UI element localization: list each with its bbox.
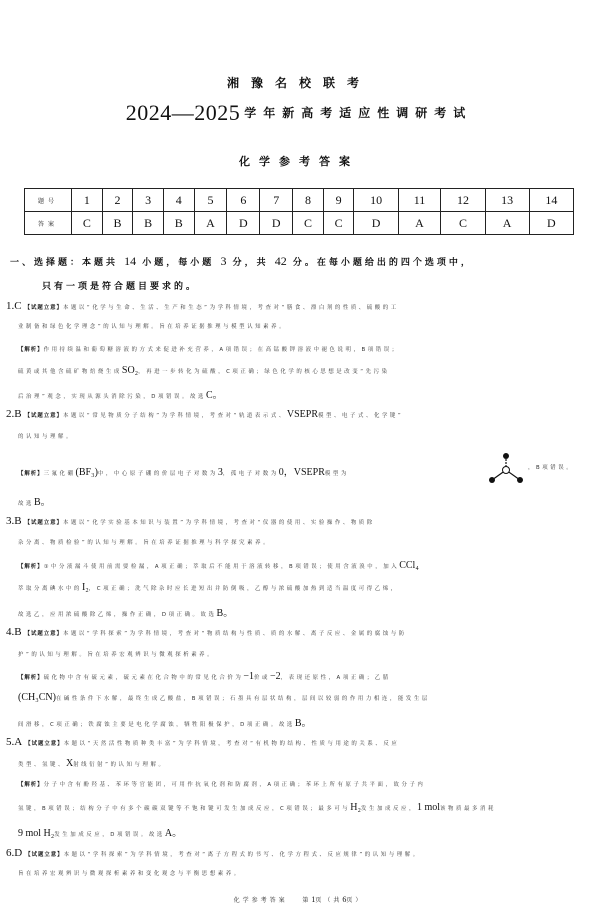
q4-text: ，表现还原性，A项正确；乙腈 — [280, 675, 391, 681]
q2-text: 中，中心原子硼的价层电子对数为 — [97, 471, 218, 477]
q3-text: 本题以“化学实验基本知识与装置”为学科情境，考查对“仪器的使用、实验操作、物质除 — [62, 520, 375, 526]
section-text: 分，共 — [232, 258, 269, 268]
answer-cell: A — [485, 212, 529, 235]
row-label-number: 题号 — [25, 189, 72, 212]
footer-page-text: 页） — [346, 897, 365, 904]
q2-conclusion — [18, 493, 578, 508]
section-text: 分。在每小题给出的四个选项中， — [292, 258, 473, 268]
q2-intent-2: 的认知与理解。 — [18, 434, 74, 440]
q1-intent — [6, 300, 566, 312]
question-number: 2 — [102, 189, 133, 212]
q5-text: 射线衍射”的认知与理解。 — [73, 762, 167, 768]
q6-tag: 【试题立意】 — [25, 852, 64, 858]
q5-analysis-tag: 【解析】 — [18, 782, 44, 788]
page-number: 1 — [311, 895, 316, 904]
footer-label: 化学参考答案 — [233, 897, 288, 904]
question-number: 4 — [163, 189, 194, 212]
q2-text: ，孤电子对数为 — [222, 471, 279, 477]
exam-title — [0, 100, 598, 126]
answer-cell: C — [293, 212, 324, 235]
q3-formula: CCl₄ — [399, 560, 419, 571]
q3-tag: 【试题立意】 — [24, 520, 63, 526]
q4-text: 在碱性条件下水解，最终生成乙酸盐，B项错误；石墨具有层状结构，层间以较弱的作用力相连，能发生层 — [55, 696, 430, 702]
question-number-row — [25, 189, 574, 212]
q1-text: 硫黄或其他含硫矿物焙烧生成 — [18, 369, 122, 375]
section-text: 一、选择题：本题共 — [10, 258, 119, 268]
q3-answer: B。 — [216, 608, 234, 619]
q5-answer: A。 — [164, 828, 183, 839]
q4-tag: 【试题立意】 — [24, 631, 63, 637]
q5-formula: H₂ — [350, 802, 362, 813]
question-number: 8 — [293, 189, 324, 212]
q2-analysis-tag: 【解析】 — [18, 471, 44, 477]
answer-cell: D — [227, 212, 260, 235]
exam-name: 学年新高考适应性调研考试 — [244, 106, 473, 120]
answer-cell: B — [163, 212, 194, 235]
q2-text: 模型为 — [324, 471, 349, 477]
q4-text: 间滑移，C项正确；铁腐蚀主要是电化学腐蚀，牺牲阳极保护，D项正确。故选 — [18, 722, 295, 728]
q4-analysis-tag: 【解析】 — [18, 675, 44, 681]
q1-analysis-tag: 【解析】 — [18, 347, 44, 353]
q3-intent — [6, 515, 566, 527]
q4-valence: −2 — [269, 671, 281, 682]
q2-number: 2.B — [6, 408, 22, 420]
answer-cell: C — [323, 212, 354, 235]
q4-analysis-3 — [18, 714, 578, 729]
page-total: 6 — [342, 895, 347, 904]
q3-intent-2: 杂分离、物质检验”的认知与理解。旨在培养证据推理与科学探究素养。 — [18, 540, 272, 546]
q5-amount: 1 mol — [416, 802, 441, 813]
question-count: 14 — [124, 254, 137, 268]
q4-analysis-2 — [18, 692, 578, 703]
question-number: 6 — [227, 189, 260, 212]
q3-text: 故选乙，应用浓硫酸除乙烯，操作正确，D项正确。故选 — [18, 612, 217, 618]
q5-x: X — [65, 758, 74, 769]
answer-cell: D — [354, 212, 398, 235]
q1-analysis-3 — [18, 386, 578, 401]
exam-year: 2024—2025 — [125, 100, 241, 125]
q3-text: ①中分液漏斗使用前需要检漏，A项正确；萃取后不能用于溶液转移，B项错误；使用含液溴中，加入 — [43, 564, 400, 570]
q4-answer: B。 — [294, 718, 312, 729]
question-number: 14 — [529, 189, 573, 212]
q5-amount: 9 mol H₂ — [18, 828, 55, 839]
q1-number: 1.C — [6, 300, 22, 312]
q2-text: 本题以“常见物质分子结构”为学科情境，考查对“轨道表示式、 — [62, 413, 287, 419]
question-number: 1 — [72, 189, 103, 212]
answer-table — [24, 188, 574, 235]
q3-analysis-3 — [18, 604, 578, 619]
q6-text: 本题以“学科探索”为学科情境，考查对“离子方程式的书写、化学方程式、反应规律”的认知与理解。 — [63, 852, 421, 858]
q3-analysis-tag: 【解析】 — [18, 564, 44, 570]
answer-cell: C — [72, 212, 103, 235]
q5-text: 发生加成反应，D项错误。故选 — [54, 832, 165, 838]
row-label-answer: 答案 — [25, 212, 72, 235]
q5-tag: 【试题立意】 — [25, 741, 64, 747]
question-number: 13 — [485, 189, 529, 212]
q3-formula: I₂ — [81, 582, 89, 593]
q5-number: 5.A — [6, 736, 23, 748]
footer-page-text: 页（共 — [315, 897, 343, 904]
q1-formula: SO₂ — [121, 365, 139, 376]
q3-text: ，C项正确；洗气除杂时应长进短出并防倒吸，乙醇与浓硫酸加热到适当温度可得乙烯， — [88, 586, 399, 592]
answer-cell: C — [441, 212, 485, 235]
points-each: 3 — [220, 254, 227, 268]
q1-tag: 【试题立意】 — [24, 305, 63, 311]
answer-row — [25, 212, 574, 235]
answer-subtitle: 化学参考答案 — [239, 155, 359, 168]
answer-cell: B — [102, 212, 133, 235]
q1-text: 作用持续温和葡萄糖溶液的方式来促进补充营养，A项错误；在高锰酸钾溶液中褪色说明，B项错误； — [43, 347, 400, 353]
q4-analysis — [18, 671, 578, 682]
q1-analysis-2 — [18, 365, 578, 376]
q2-text: 故选 — [18, 501, 34, 507]
q6-intent — [6, 847, 566, 859]
q5-text: 分子中含有酚羟基、苯环等官能团，可用作抗氧化剂和防腐剂，A项正确；苯环上所有原子共平面，故分子内 — [43, 782, 426, 788]
q1-text: 本题以“化学与生命、生活、生产和生态”为学科情境，考查对“膳食、漂白剂的性质、硫酸的工 — [62, 305, 399, 311]
q2-vsepr: VSEPR — [286, 409, 319, 420]
q1-text: ，再进一步转化为硫酸，C项正确；绿色化学的核心思想是改变“先污染 — [138, 369, 390, 375]
question-number: 11 — [398, 189, 441, 212]
q3-analysis — [18, 560, 578, 571]
q2-intent — [6, 408, 566, 420]
q4-text: 硫化物中含有硫元素，硫元素在化合物中的常见化合价为 — [43, 675, 244, 681]
question-number: 12 — [441, 189, 485, 212]
q2-tag: 【试题立意】 — [24, 413, 63, 419]
q2-text: 三氟化硼 — [43, 471, 76, 477]
q5-text: 该物质最多消耗 — [440, 806, 496, 812]
page-footer — [0, 895, 598, 904]
section-text: 小题，每小题 — [142, 258, 215, 268]
footer-page-text: 第 — [302, 897, 312, 904]
section-heading-line2: 只有一项是符合题目要求的。 — [42, 282, 199, 292]
answer-cell: D — [260, 212, 293, 235]
q2-number-value: 0 — [278, 467, 284, 478]
q2-answer: B。 — [33, 497, 51, 508]
q5-text: 发生加成反应， — [361, 806, 417, 812]
section-heading — [10, 254, 590, 269]
org-title: 湘豫名校联考 — [226, 76, 371, 90]
q4-intent-2: 护”的认知与理解。旨在培养宏观辨识与微观探析素养。 — [18, 652, 216, 658]
q5-text: 类型、氢键、 — [18, 762, 66, 768]
q5-intent-2 — [18, 758, 578, 769]
answer-cell: B — [133, 212, 164, 235]
q1-answer: C。 — [205, 390, 223, 401]
q3-text: 萃取分离碘水中的 — [18, 586, 82, 592]
q1-analysis — [18, 345, 578, 353]
q3-number: 3.B — [6, 515, 22, 527]
q4-number: 4.B — [6, 626, 22, 638]
q5-analysis — [18, 780, 578, 788]
q4-text: 本题以“学科探索”为学科情境，考查对“物质结构与性质、质的水解、离子反应、金属的腐蚀与防 — [62, 631, 407, 637]
answer-cell: A — [194, 212, 227, 235]
question-number: 10 — [354, 189, 398, 212]
q5-analysis-3 — [18, 824, 578, 839]
q2-formula: (BF₃) — [75, 467, 98, 478]
q2-text: 模型、电子式、化学键” — [318, 413, 404, 419]
q3-analysis-2 — [18, 582, 578, 593]
q6-number: 6.D — [6, 847, 23, 859]
answer-cell: D — [529, 212, 573, 235]
q2-number-value: 3 — [217, 467, 223, 478]
question-number: 3 — [133, 189, 164, 212]
answer-cell: A — [398, 212, 441, 235]
question-number: 9 — [323, 189, 354, 212]
q6-intent-2: 旨在培养宏观辨识与微观探析素养和变化观念与平衡思想素养。 — [18, 871, 242, 877]
q5-intent — [6, 736, 566, 748]
q5-text: 本题以“天然活性物质种类丰富”为学科情境，考查对“有机物的结构、性质与用途的关系、反应 — [63, 741, 400, 747]
q5-text: 氢键，B项错误；结构分子中有多个碳碳双键等不饱和键可发生加成反应，C项错误；最多可与 — [18, 806, 351, 812]
q4-valence: −1 — [243, 671, 254, 682]
q4-formula: (CH₃CN) — [18, 692, 56, 703]
points-total: 42 — [274, 254, 287, 268]
q4-intent — [6, 626, 566, 638]
q4-text: 价或 — [254, 675, 270, 681]
q1-intent-2: 业制备和绿色化学理念”的认知与理解。旨在培养证据推理与模型认知素养。 — [18, 324, 288, 330]
question-number: 7 — [260, 189, 293, 212]
q5-analysis-2 — [18, 802, 578, 813]
q2-vsepr: ，VSEPR — [283, 467, 325, 478]
question-number: 5 — [194, 189, 227, 212]
q1-text: 后治理”观念，实现从源头消除污染，D项错误。故选 — [18, 394, 206, 400]
q2-analysis-end: ，B项错误。 — [528, 465, 575, 471]
bf3-vsepr-model-icon — [484, 452, 528, 488]
